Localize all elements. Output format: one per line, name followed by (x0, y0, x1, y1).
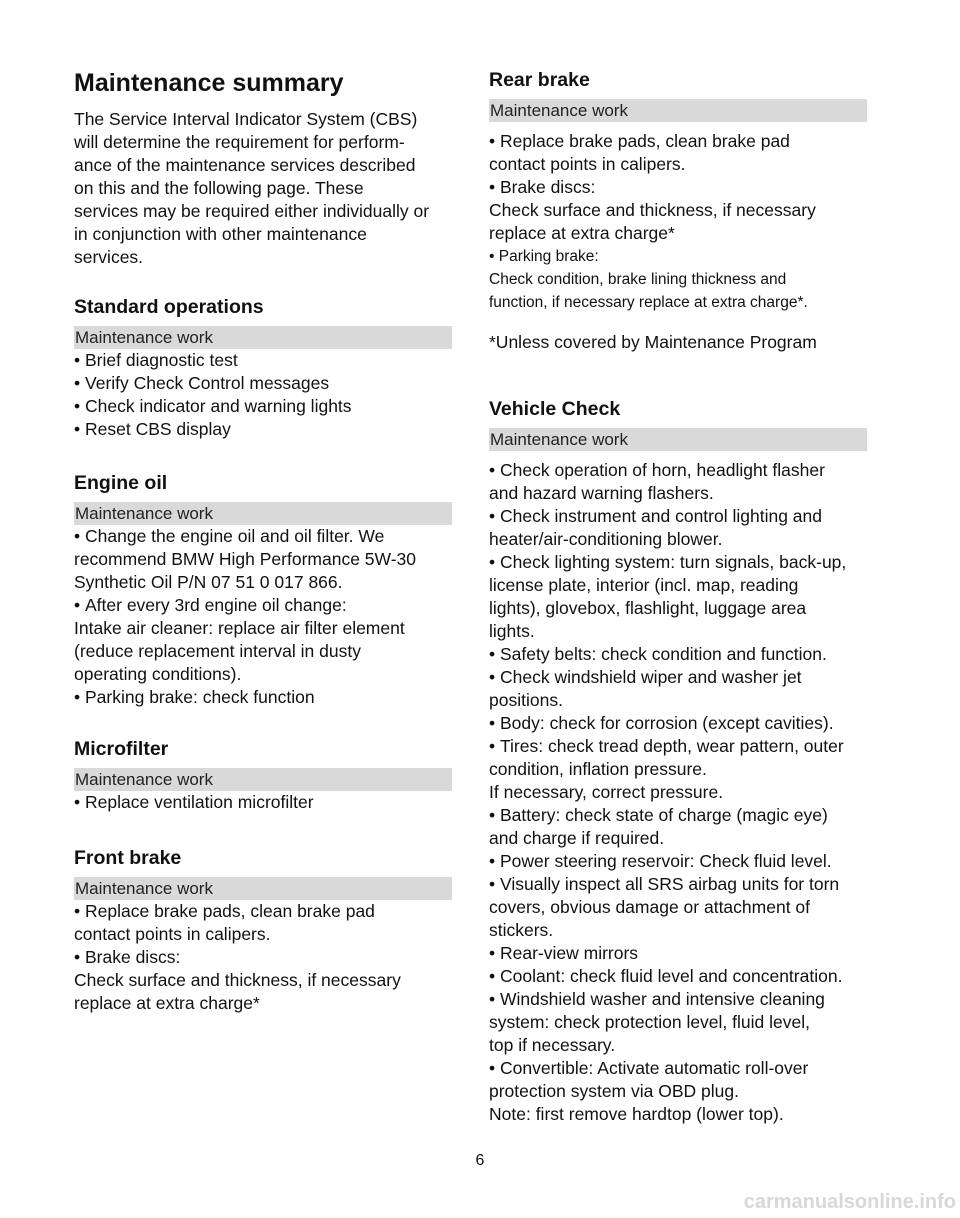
list-item (489, 643, 867, 666)
list-item-line: Check surface and thickness, if necessary (74, 970, 401, 990)
list-item-line: Parking brake: check function (85, 687, 315, 707)
list-item (489, 942, 867, 965)
list-item-line: stickers. (489, 920, 554, 940)
list-item-line: Intake air cleaner: replace air filter element (74, 618, 405, 638)
list-item (489, 666, 867, 712)
list-item-line: license plate, interior (incl. map, reading (489, 575, 799, 595)
list-item-line: positions. (489, 690, 563, 710)
front-brake-list (74, 900, 452, 1015)
list-item (489, 1057, 867, 1126)
list-item-line: Brake discs: (85, 947, 181, 967)
list-item-line: covers, obvious damage or attachment of (489, 897, 811, 917)
list-item-line: operating conditions). (74, 664, 242, 684)
list-item (74, 525, 452, 594)
intro-text (74, 108, 429, 269)
list-item-line: If necessary, correct pressure. (489, 782, 724, 802)
list-item-line: Synthetic Oil P/N 07 51 0 017 866. (74, 572, 343, 592)
maintenance-work-bar: Maintenance work (74, 877, 452, 900)
list-item-line: (reduce replacement interval in dusty (74, 641, 361, 661)
vehicle-check-list (489, 459, 867, 1126)
list-item (74, 372, 452, 395)
list-item (74, 594, 452, 686)
list-item-line: Change the engine oil and oil filter. We (85, 526, 385, 546)
text-line: in conjunction with other maintenance (74, 224, 367, 244)
list-item-line: Check lighting system: turn signals, back-up, (500, 552, 847, 572)
list-item-line: lights), glovebox, flashlight, luggage area (489, 598, 807, 618)
text-line: services may be required either individually or (74, 201, 430, 221)
list-item-line: Power steering reservoir: Check fluid level. (500, 851, 832, 871)
list-item-line: Replace ventilation microfilter (85, 792, 314, 812)
list-item (489, 505, 867, 551)
list-item (74, 686, 452, 709)
list-item-line: Battery: check state of charge (magic eye) (500, 805, 828, 825)
list-item (489, 988, 867, 1057)
list-item (74, 946, 452, 1015)
section-engine-oil (74, 470, 452, 709)
section-heading: Microfilter (74, 738, 169, 760)
list-item (74, 418, 452, 441)
list-item-line: protection system via OBD plug. (489, 1081, 739, 1101)
list-item (74, 349, 452, 372)
text-line: The Service Interval Indicator System (CBS) (74, 109, 418, 129)
list-item-line: system: check protection level, fluid level, (489, 1012, 810, 1032)
list-item-line: and charge if required. (489, 828, 665, 848)
list-item (489, 176, 867, 245)
list-item-line: function, if necessary replace at extra charge*. (489, 294, 808, 311)
list-item-line: replace at extra charge* (489, 223, 675, 243)
maintenance-work-bar: Maintenance work (74, 326, 452, 349)
list-item-line: condition, inflation pressure. (489, 759, 707, 779)
list-item (489, 245, 867, 314)
list-item-line: replace at extra charge* (74, 993, 260, 1013)
list-item-line: Rear-view mirrors (500, 943, 639, 963)
section-microfilter (74, 736, 452, 814)
engine-oil-list (74, 525, 452, 709)
list-item-line: Body: check for corrosion (except cavities). (500, 713, 834, 733)
list-item (489, 130, 867, 176)
list-item (74, 900, 452, 946)
standard-list (74, 349, 452, 441)
watermark: carmanualsonline.info (743, 1191, 956, 1213)
maintenance-work-bar: Maintenance work (489, 428, 867, 451)
list-item-line: Check indicator and warning lights (85, 396, 352, 416)
list-item (74, 791, 452, 814)
text-line: services. (74, 247, 144, 267)
list-item (489, 735, 867, 804)
list-item (74, 395, 452, 418)
list-item-line: Visually inspect all SRS airbag units for torn (500, 874, 840, 894)
maintenance-work-bar: Maintenance work (74, 768, 452, 791)
section-rear-brake (489, 67, 867, 314)
list-item-line: Brake discs: (500, 177, 596, 197)
page-number: 6 (475, 1152, 485, 1169)
list-item (489, 873, 867, 942)
list-item-line: Parking brake: (498, 248, 599, 265)
list-item (489, 459, 867, 505)
maintenance-work-bar: Maintenance work (74, 502, 452, 525)
list-item-line: lights. (489, 621, 535, 641)
list-item (489, 551, 867, 643)
section-heading: Standard operations (74, 296, 264, 318)
list-item-line: Note: first remove hardtop (lower top). (489, 1104, 784, 1124)
list-item-line: Convertible: Activate automatic roll-over (500, 1058, 809, 1078)
list-item-line: top if necessary. (489, 1035, 616, 1055)
section-front-brake (74, 845, 452, 1015)
list-item-line: Brief diagnostic test (85, 350, 238, 370)
list-item-line: contact points in calipers. (74, 924, 271, 944)
list-item-line: Check operation of horn, headlight flasher (500, 460, 825, 480)
list-item-line: Check instrument and control lighting and (500, 506, 822, 526)
microfilter-list (74, 791, 452, 814)
list-item (489, 712, 867, 735)
text-line: on this and the following page. These (74, 178, 364, 198)
list-item-line: Replace brake pads, clean brake pad (85, 901, 375, 921)
list-item-line: recommend BMW High Performance 5W-30 (74, 549, 417, 569)
rear-brake-list (489, 130, 867, 245)
section-standard-operations (74, 294, 452, 441)
list-item-line: Windshield washer and intensive cleaning (500, 989, 825, 1009)
list-item-line: Check windshield wiper and washer jet (500, 667, 802, 687)
list-item-line: Replace brake pads, clean brake pad (500, 131, 790, 151)
list-item-line: Coolant: check fluid level and concentration. (500, 966, 843, 986)
section-heading: Front brake (74, 847, 182, 869)
list-item-line: After every 3rd engine oil change: (85, 595, 347, 615)
section-heading: Rear brake (489, 69, 590, 91)
section-heading: Vehicle Check (489, 398, 621, 420)
section-vehicle-check (489, 396, 867, 1126)
list-item-line: Check surface and thickness, if necessary (489, 200, 816, 220)
maintenance-work-bar: Maintenance work (489, 99, 867, 122)
list-item-line: Check condition, brake lining thickness and (489, 271, 787, 288)
list-item (489, 965, 867, 988)
list-item (489, 804, 867, 850)
list-item-line: heater/air-conditioning blower. (489, 529, 723, 549)
rear-brake-parking-list (489, 245, 867, 314)
list-item-line: Reset CBS display (85, 419, 231, 439)
list-item-line: Tires: check tread depth, wear pattern, outer (500, 736, 844, 756)
list-item (489, 850, 867, 873)
text-line: ance of the maintenance services described (74, 155, 416, 175)
footnote: *Unless covered by Maintenance Program (489, 332, 817, 352)
list-item-line: and hazard warning flashers. (489, 483, 714, 503)
list-item-line: Verify Check Control messages (85, 373, 330, 393)
list-item-line: Safety belts: check condition and function. (500, 644, 827, 664)
list-item-line: contact points in calipers. (489, 154, 686, 174)
page-title: Maintenance summary (74, 69, 344, 97)
section-heading: Engine oil (74, 472, 168, 494)
text-line: will determine the requirement for perform- (74, 132, 405, 152)
